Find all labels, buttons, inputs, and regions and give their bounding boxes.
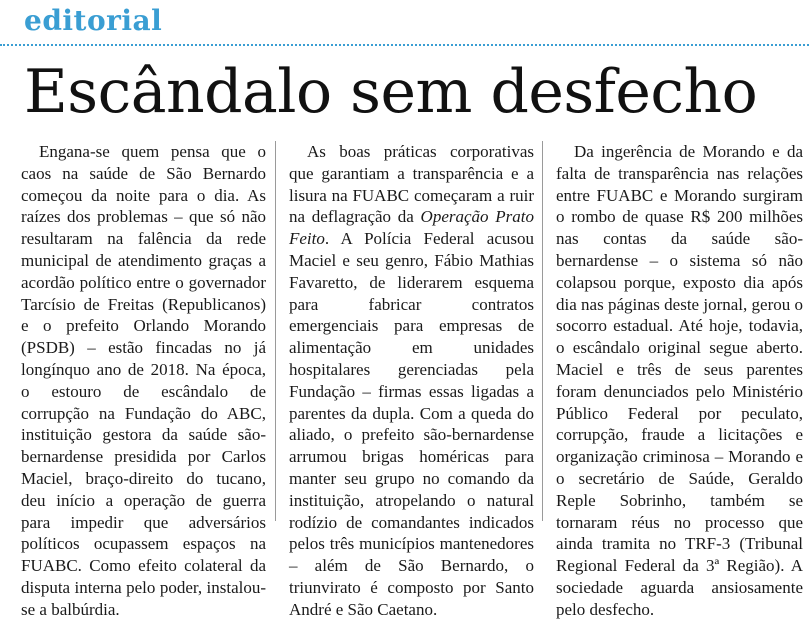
- column-2-text: [289, 141, 534, 621]
- column-1-text: Engana-se quem pensa que o caos na saúde de São Bernardo começou da noite para o dia. As raízes dos problemas – que só não resultaram na falência da rede municipal de atendimento graças a acordão político entre o governador Tarcísio de Freitas (Republicanos) e o prefeito Orlando Morando (PSDB) – estão fincadas no já longínquo ano de 2018. Na época, o estouro de escândalo de corrupção na Fundação do ABC, instituição gestora da saúde são-bernardense presidida por Carlos Maciel, braço-direito do tucano, deu início a operação de guerra para impedir que adversários políticos ocupassem espaços na FUABC. Como efeito colateral da disputa interna pelo poder, instalou-se a balbúrdia.: [21, 142, 266, 619]
- operation-name: Operação Prato Feito: [289, 207, 534, 249]
- column-2-text-start: As boas práticas corporativas que garantiam a transparência e a lisura na FUABC começaram a ruir na deflagração da: [289, 142, 534, 227]
- section-rule: [0, 44, 809, 46]
- column-divider: [542, 141, 543, 521]
- article-column-1: [21, 141, 266, 621]
- column-3-text: Da ingerência de Morando e da falta de transparência nas relações entre FUABC e Morando surgiram o rombo de quase R$ 200 milhões nas contas da saúde são-bernardense – o sistema só não colapsou porque, exposto dia após dia nas páginas deste jornal, gerou o socorro estadual. Até hoje, todavia, o escândalo original segue aberto. Maciel e três de seus parentes foram denunciados pelo Ministério Público Federal por peculato, corrupção, fraude a licitações e organização criminosa – Morando e o secretário de Saúde, Geraldo Reple Sobrinho, também se tornaram réus no processo que ainda tramita no TRF-3 (Tribunal Regional Federal da 3ª Região). A sociedade aguarda ansiosamente pelo desfecho.: [556, 142, 803, 619]
- article-column-3: [556, 141, 803, 621]
- section-label: editorial: [24, 4, 163, 37]
- article-column-2: [289, 141, 534, 621]
- column-divider: [275, 141, 276, 521]
- headline: Escândalo sem desfecho: [24, 57, 758, 127]
- column-2-text-end: . A Polícia Federal acusou Maciel e seu genro, Fábio Mathias Favaretto, de liderarem esquema para fabricar contratos emergenciais para empresas de alimentação em unidades hospitalares gerenciadas pela Fundação – firmas essas ligadas a parentes da dupla. Com a queda do aliado, o prefeito são-bernardense arrumou brigas homéricas para manter seu grupo no comando da instituição, atropelando o natural rodízio de comandantes indicados pelos três municípios mantenedores – além de São Bernardo, o triunvirato é composto por Santo André e São Caetano.: [289, 229, 534, 619]
